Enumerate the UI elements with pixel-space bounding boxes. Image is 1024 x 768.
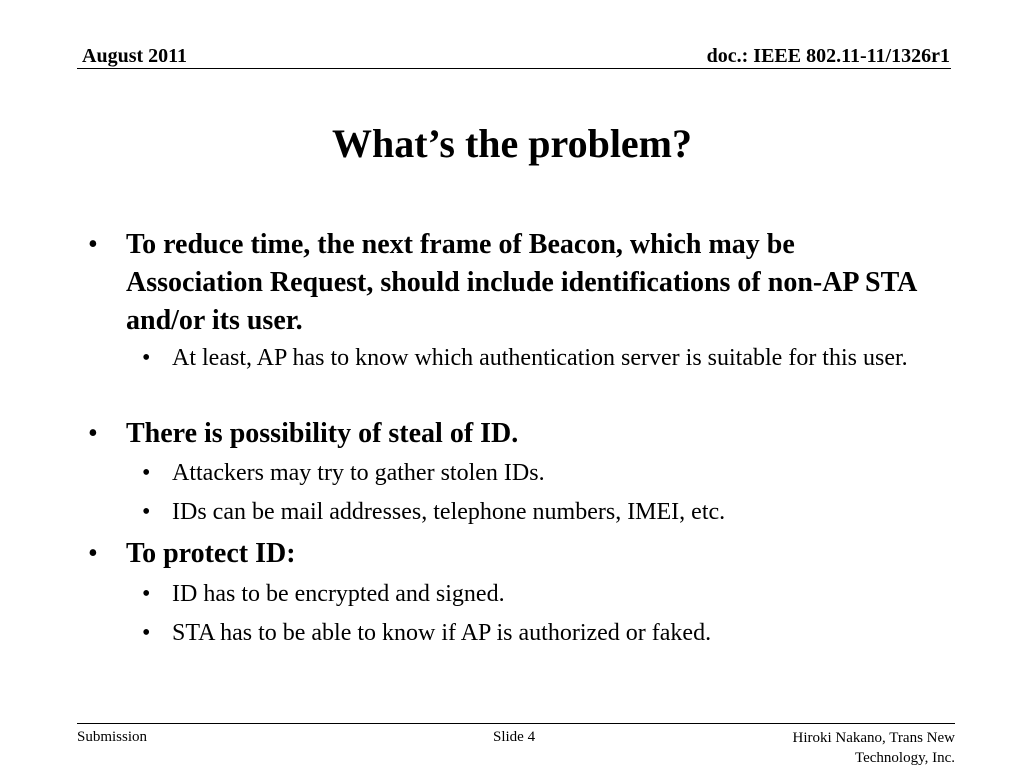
bullet-dot-icon: • [142,345,151,371]
slide-title: What’s the problem? [332,121,692,166]
bullet-3 [88,535,916,573]
bullet-dot-icon: • [88,538,98,569]
bullet-1-text: To reduce time, the next frame of Beacon, which may be Association Request, should include identifications of non-AP STA and/or its user. [126,229,916,336]
bullet-2-sub-2 [142,497,952,528]
bullet-dot-icon: • [142,620,151,646]
bullet-dot-icon: • [88,418,98,449]
bullet-3-sub-2 [142,618,952,649]
bullet-3-sub-1 [142,579,952,610]
header-divider [77,68,951,69]
footer-divider [77,723,955,724]
bullet-2 [88,415,916,453]
bullet-2-sub-2-text: IDs can be mail addresses, telephone numbers, IMEI, etc. [172,499,726,525]
bullet-1-sub-1-text: At least, AP has to know which authentication server is suitable for this user. [172,345,908,371]
footer-slide-number: Slide 4 [493,729,536,745]
bullet-dot-icon: • [88,229,98,260]
bullet-3-sub-1-text: ID has to be encrypted and signed. [172,581,505,607]
header-doc-id: doc.: IEEE 802.11-11/1326r1 [706,45,950,67]
bullet-3-sub-2-text: STA has to be able to know if AP is authorized or faked. [172,620,712,646]
bullet-1 [88,226,916,340]
footer-submission: Submission [77,729,148,745]
header-date: August 2011 [82,45,188,67]
bullet-2-sub-1-text: Attackers may try to gather stolen IDs. [172,460,545,486]
bullet-dot-icon: • [142,499,151,525]
footer-author: Hiroki Nakano, Trans New Technology, Inc. [792,730,955,766]
bullet-dot-icon: • [142,581,151,607]
bullet-dot-icon: • [142,460,151,486]
bullet-3-text: To protect ID: [126,538,296,569]
bullet-2-sub-1 [142,458,952,489]
bullet-1-sub-1 [142,343,952,374]
bullet-2-text: There is possibility of steal of ID. [126,418,519,449]
